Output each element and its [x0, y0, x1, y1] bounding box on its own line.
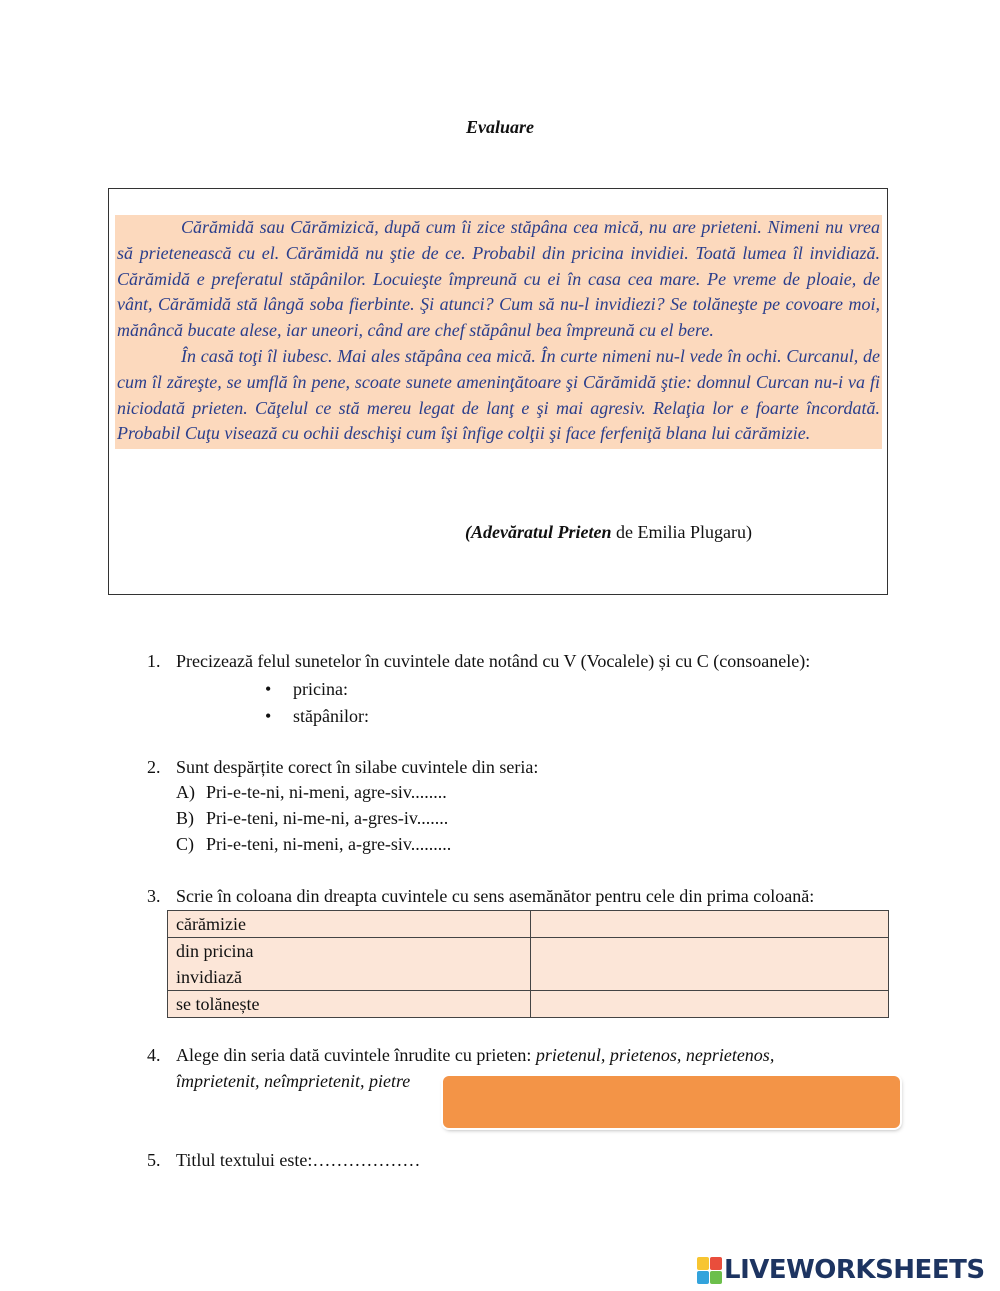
question-5	[147, 1147, 420, 1173]
brand-name: LIVEWORKSHEETS	[724, 1255, 985, 1285]
table-row	[168, 911, 889, 938]
bullet-item	[265, 703, 369, 730]
option-b[interactable]	[176, 805, 451, 831]
question-text: Titlul textului este:………………	[176, 1150, 421, 1170]
option-text: Pri-e-te-ni, ni-meni, agre-siv........	[206, 782, 447, 802]
bullet-label: stăpânilor:	[293, 706, 369, 726]
option-letter: A)	[176, 782, 195, 802]
question-text: Alege din seria dată cuvintele înrudite cu prieten:	[176, 1045, 536, 1065]
excerpt-source	[465, 522, 752, 543]
option-a[interactable]	[176, 779, 451, 805]
answer-input-box[interactable]	[443, 1076, 900, 1128]
question-3	[147, 883, 814, 909]
option-text: Pri-e-teni, ni-meni, a-gre-siv.........	[206, 834, 452, 854]
table-cell-word	[168, 938, 531, 991]
excerpt-paragraph-1: Cărămidă sau Cărămizică, după cum îi zice stăpâna cea mică, nu are prieteni. Nimeni nu vrea să prietenească cu el. Cărămidă nu ştie de ce. Probabil din pricina invidiei. Toată lumea îl invidiază. Cărămidă e preferatul stăpânilor. Locuieşte împreună cu ei în casa cea mare. Pe vreme de ploaie, de vânt, Cărămidă stă lângă soba fierbinte. Şi atunci? Cum să nu-l invidiezi? Se tolăneşte pe covoare moi, mănâncă bucate alese, iar uneori, când are chef stăpânul bea împreună cu el bere.	[117, 217, 880, 341]
option-c[interactable]	[176, 831, 451, 857]
answer-cell[interactable]	[531, 938, 889, 991]
logo-icon	[697, 1257, 721, 1283]
bullet-icon: •	[265, 679, 272, 699]
question-1	[147, 648, 810, 674]
table-cell-word: cărămizie	[168, 911, 531, 938]
question-1-bullets	[265, 676, 369, 730]
question-number: 2.	[147, 757, 161, 777]
bullet-icon: •	[265, 706, 272, 726]
word-series: prietenul, prietenos, neprietenos,	[535, 1045, 775, 1065]
question-number: 1.	[147, 651, 161, 671]
question-text: Scrie în coloana din dreapta cuvintele cu sens asemănător pentru cele din prima coloană:	[176, 886, 815, 906]
answer-cell[interactable]	[531, 911, 889, 938]
liveworksheets-logo	[697, 1255, 985, 1285]
reading-excerpt	[115, 215, 882, 449]
question-4	[147, 1042, 774, 1068]
option-letter: C)	[176, 834, 194, 854]
synonyms-table	[167, 910, 889, 1018]
bullet-item	[265, 676, 369, 703]
word-series-continued: împrietenit, neîmprietenit, pietre	[176, 1071, 411, 1091]
option-text: Pri-e-teni, ni-me-ni, a-gres-iv.......	[206, 808, 449, 828]
question-2-options	[176, 779, 451, 857]
question-number: 5.	[147, 1150, 161, 1170]
source-title: Adevăratul Prieten	[471, 522, 612, 542]
reading-text-box	[108, 188, 888, 595]
question-number: 4.	[147, 1045, 161, 1065]
word-line: invidiază	[176, 967, 242, 987]
page-title: Evaluare	[465, 117, 534, 137]
answer-cell[interactable]	[531, 991, 889, 1018]
word-line: din pricina	[176, 941, 254, 961]
table-cell-word: se tolănește	[168, 991, 531, 1018]
bullet-label: pricina:	[293, 679, 348, 699]
question-text: Sunt despărțite corect în silabe cuvintele din seria:	[176, 757, 539, 777]
table-row	[168, 938, 889, 991]
table-row	[168, 991, 889, 1018]
question-number: 3.	[147, 886, 161, 906]
source-open: (	[465, 522, 471, 542]
source-author: de Emilia Plugaru)	[611, 522, 752, 542]
question-2	[147, 754, 538, 780]
question-text: Precizează felul sunetelor în cuvintele date notând cu V (Vocalele) și cu C (consoanele):	[176, 651, 811, 671]
option-letter: B)	[176, 808, 194, 828]
excerpt-paragraph-2: În casă toţi îl iubesc. Mai ales stăpâna cea mică. În curte nimeni nu-l vede în ochi. Curcanul, de cum îl zăreşte, se umflă în pene, scoate sunete ameninţătoare şi Cărămidă ştie: domnul Curcan nu-i va fi niciodată prieten. Căţelul ce stă mereu legat de lanţ e şi mai agresiv. Relaţia lor e foarte încordată. Probabil Cuţu visează cu ochii deschişi cum îşi înfige colţii şi face ferfeniţă blana lui cărămizie.	[117, 345, 880, 444]
